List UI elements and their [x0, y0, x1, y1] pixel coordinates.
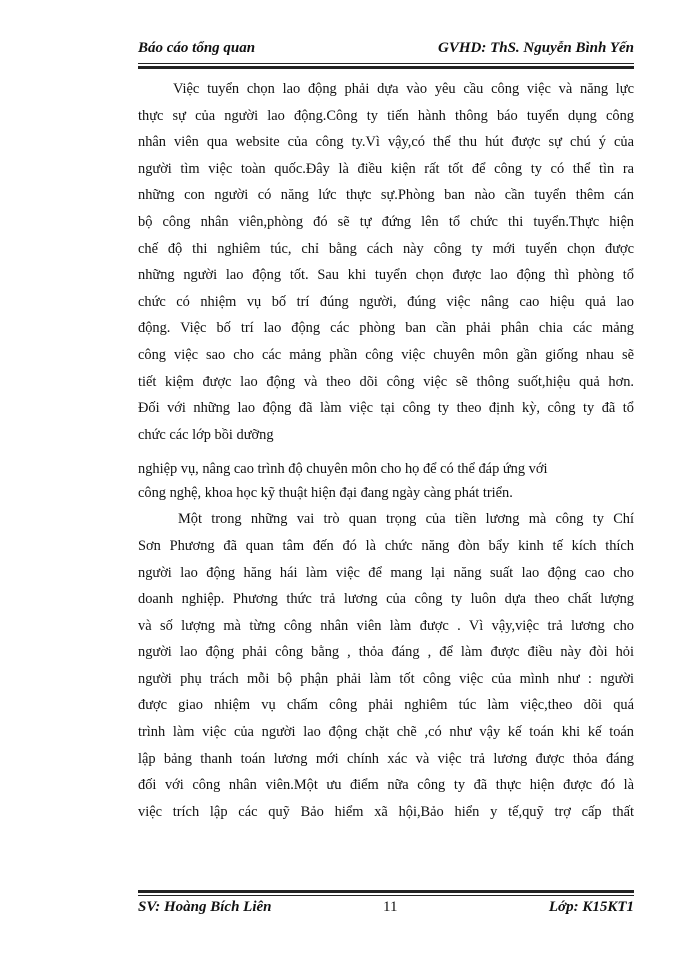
text-line: người tìm việc toàn quốc.Đây là điều kiện rất tốt để công ty có thể tìn ra	[138, 160, 634, 177]
text-line: nhân viên qua website của công ty.Vì vậy,có thể thu hút được sự chú ý của	[138, 134, 634, 151]
text-line: doanh nghiệp. Phương thức trả lương của công ty luôn dựa theo chất lượng	[138, 591, 634, 608]
text-line: tiết kiệm được lao động và theo dõi công việc sẽ thông suốt,hiệu quả hơn.	[138, 373, 634, 390]
report-title: Báo cáo tổng quan	[138, 40, 256, 56]
text-line: người lao động phải công bằng , thỏa đáng , để làm được điều này đòi hỏi	[138, 644, 634, 661]
text-line: và số lượng mà từng công nhân viên làm được . Vì vậy,việc trả lương cho	[138, 617, 634, 634]
text-line: công nghệ, khoa học kỹ thuật hiện đại đang ngày càng phát triển.	[138, 485, 513, 502]
text-line: việc trích lập các quỹ Bảo hiểm xã hội,Bảo hiển y tế,quỹ trợ cấp thất	[138, 803, 634, 820]
header-divider-thin	[138, 63, 634, 64]
student-name: SV: Hoàng Bích Liên	[138, 899, 272, 915]
text-line: Việc tuyển chọn lao động phải dựa vào yêu cầu công việc và năng lực	[173, 81, 634, 97]
text-line: Một trong những vai trò quan trọng của tiền lương mà công ty Chí	[178, 511, 634, 528]
text-line: bộ công nhân viên,phòng đó sẽ tự đứng lên tổ chức thi tuyển.Thực hiện	[138, 213, 634, 230]
text-line: Sơn Phương đã quan tâm đến đó là chức năng đòn bẩy kinh tế kích thích	[138, 537, 634, 554]
text-line: người lao động hăng hái làm việc để mang lại năng suất lao động cao cho	[138, 564, 634, 581]
text-line: đối với công nhân viên.Một ưu điểm nữa công ty đã thực hiện được đó là	[138, 777, 634, 794]
text-line: chức có nhiệm vụ bố trí đúng người, đúng việc nâng cao hiệu quả lao	[138, 293, 634, 310]
text-line: Đối với những lao động đã làm việc tại công ty theo định kỳ, công ty đã tổ	[138, 400, 634, 417]
text-line: công việc sao cho các mảng phần công việc chuyên môn gần giống nhau sẽ	[138, 346, 634, 363]
text-line: trình làm việc của người lao động chặt chẽ ,có như vậy kế toán khi kế toán	[138, 724, 634, 741]
body-text	[138, 76, 634, 825]
text-line: chế độ thi nghiêm túc, chỉ bằng cách này công ty mới tuyển chọn được	[138, 240, 634, 257]
page-footer	[138, 899, 634, 921]
text-line: lập bảng thanh toán lương mới chính xác và việc trả lương được thỏa đáng	[138, 750, 634, 767]
text-line: nghiệp vụ, nâng cao trình độ chuyên môn cho họ để có thể đáp ứng với	[138, 461, 548, 478]
class-code: Lớp: K15KT1	[548, 899, 634, 915]
text-line: chức các lớp bồi dưỡng	[138, 426, 274, 443]
text-line: những người lao động tốt. Sau khi tuyển chọn được lao động thì phòng tổ	[138, 267, 634, 284]
text-line: động. Việc bố trí lao động các phòng ban cần phải phân chia các mảng	[138, 320, 634, 337]
page-number: 11	[383, 899, 398, 915]
text-line: những con người có năng lức thực sự.Phòng ban nào cần tuyển thêm cán	[138, 187, 634, 204]
page-header	[138, 40, 634, 62]
text-line: được giao nhiệm vụ chấm công phải nghiêm túc làm việc,theo dõi quá	[138, 697, 634, 714]
header-divider-thick	[138, 66, 634, 69]
text-line: người phụ trách mỗi bộ phận phải làm tốt công việc của mình như : người	[138, 670, 634, 687]
text-line: thực sự của người lao động.Công ty tiến hành thông báo tuyển dụng công	[138, 107, 634, 124]
footer-divider-thin	[138, 895, 634, 896]
supervisor-name: GVHD: ThS. Nguyễn Bình Yến	[437, 40, 634, 56]
footer-divider-thick	[138, 890, 634, 893]
